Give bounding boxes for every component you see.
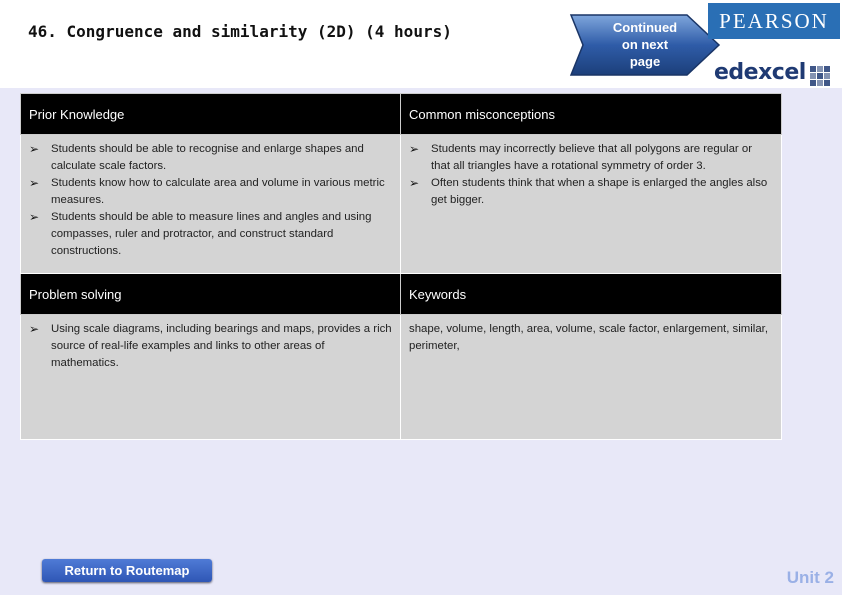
content-table bbox=[20, 93, 782, 440]
problem-solving-list bbox=[29, 321, 392, 372]
prior-knowledge-cell bbox=[21, 135, 401, 274]
edexcel-logo bbox=[708, 60, 840, 88]
keywords-cell bbox=[401, 315, 782, 440]
page-title: 46. Congruence and similarity (2D) (4 hours) bbox=[28, 22, 452, 41]
keywords-heading: Keywords bbox=[401, 274, 782, 315]
keywords-text: shape, volume, length, area, volume, scale factor, enlargement, similar, perimeter, bbox=[409, 323, 768, 352]
problem-solving-cell bbox=[21, 315, 401, 440]
prior-knowledge-heading: Prior Knowledge bbox=[21, 94, 401, 135]
list-item: ➢ Students may incorrectly believe that all polygons are regular or that all triangles have a rotational symmetry of order 3. bbox=[409, 141, 773, 175]
list-item: ➢ Often students think that when a shape is enlarged the angles also get bigger. bbox=[409, 175, 773, 209]
prior-knowledge-list bbox=[29, 141, 392, 260]
edexcel-grid-icon bbox=[810, 66, 830, 86]
unit-label: Unit 2 bbox=[786, 568, 834, 587]
list-item: ➢ Students know how to calculate area and volume in various metric measures. bbox=[29, 175, 392, 209]
misconceptions-cell bbox=[401, 135, 782, 274]
misconceptions-heading: Common misconceptions bbox=[401, 94, 782, 135]
misconceptions-list bbox=[409, 141, 773, 209]
pearson-logo: PEARSON bbox=[708, 3, 840, 39]
edexcel-wordmark: edexcel bbox=[714, 60, 806, 85]
continued-label: Continued on next page bbox=[612, 20, 678, 69]
return-to-routemap-button[interactable]: Return to Routemap bbox=[42, 559, 212, 582]
list-item: ➢ Students should be able to measure lines and angles and using compasses, ruler and protractor, and construct standard constructions. bbox=[29, 209, 392, 260]
problem-solving-heading: Problem solving bbox=[21, 274, 401, 315]
continued-next-page-button[interactable] bbox=[569, 13, 717, 77]
list-item: ➢ Students should be able to recognise and enlarge shapes and calculate scale factors. bbox=[29, 141, 392, 175]
list-item: ➢ Using scale diagrams, including bearings and maps, provides a rich source of real-life examples and links to other areas of mathematics. bbox=[29, 321, 392, 372]
